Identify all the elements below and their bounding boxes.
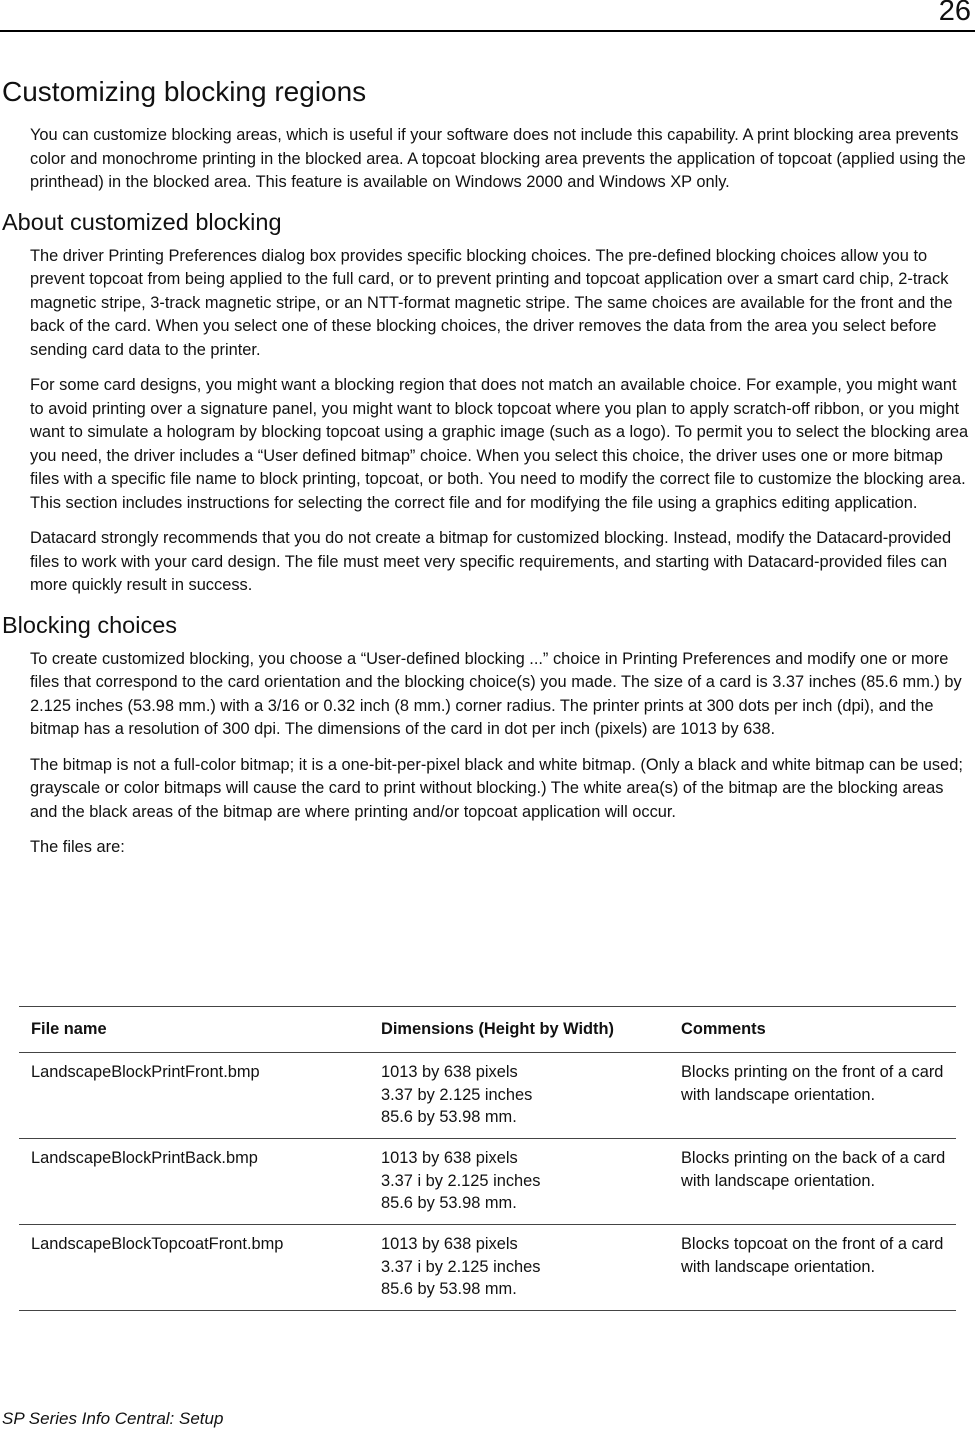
dimensions-cell xyxy=(369,1139,669,1225)
choices-paragraph-1: To create customized blocking, you choose a “User-defined blocking ...” choice in Printing Preferences and modify one or more files that correspond to the card orientation and the blocking choice(s) you made. The size of a card is 3.37 inches (85.6 mm.) by 2.125 inches (53.98 mm.) with a 3/16 or 0.32 inch (8 mm.) corner radius. The printer prints at 300 dots per inch (dpi), and the bitmap has a resolution of 300 dpi. The dimensions of the card in dot per inch (pixels) are 1013 by 638. xyxy=(30,649,962,738)
table-row xyxy=(19,1225,956,1311)
file-name-cell: LandscapeBlockPrintFront.bmp xyxy=(19,1053,369,1139)
dimension-inches: 3.37 i by 2.125 inches xyxy=(381,1171,541,1190)
footer-text: SP Series Info Central: Setup xyxy=(2,1409,224,1428)
table-header-row xyxy=(19,1007,956,1053)
header-file-name: File name xyxy=(19,1007,369,1053)
page-content xyxy=(0,74,975,872)
dimensions-cell xyxy=(369,1053,669,1139)
comment-cell: Blocks printing on the front of a card with landscape orientation. xyxy=(669,1053,956,1139)
page-number: 26 xyxy=(938,0,971,27)
about-heading: About customized blocking xyxy=(2,208,282,235)
table-row xyxy=(19,1053,956,1139)
comment-cell: Blocks printing on the back of a card with landscape orientation. xyxy=(669,1139,956,1225)
choices-heading: Blocking choices xyxy=(2,611,178,638)
page-title: Customizing blocking regions xyxy=(2,76,367,107)
dimension-pixels: 1013 by 638 pixels xyxy=(381,1235,518,1253)
dimension-mm: 85.6 by 53.98 mm. xyxy=(381,1280,517,1298)
header-comments: Comments xyxy=(669,1007,956,1053)
dimension-mm: 85.6 by 53.98 mm. xyxy=(381,1194,517,1212)
table-row xyxy=(19,1139,956,1225)
about-paragraph-2: For some card designs, you might want a blocking region that does not match an available choice. For example, you might want to avoid printing over a signature panel, you might want to block topcoat where you plan to apply scratch-off ribbon, or you might want to simulate a hologram by blocking topcoat using a graphic image (such as a logo). To permit you to select the blocking area you need, the driver includes a “User defined bitmap” choice. When you select this choice, the driver uses one or more bitmap files with a specific file name to block printing, topcoat, or both. You need to modify the correct file to customize the blocking area. This section includes instructions for selecting the correct file and for modifying the file using a graphics editing application. xyxy=(30,376,969,512)
dimension-pixels: 1013 by 638 pixels xyxy=(381,1149,518,1167)
dimension-inches: 3.37 i by 2.125 inches xyxy=(381,1257,541,1276)
about-paragraph-1: The driver Printing Preferences dialog box provides specific blocking choices. The pre-defined blocking choices allow you to prevent topcoat from being applied to the full card, or to prevent printing and topcoat application over a smart card chip, 2-track magnetic stripe, 3-track magnetic stripe, or an NTT-format magnetic stripe. The same choices are available for the front and the back of the card. When you select one of these blocking choices, the driver removes the data from the area you select before sending card data to the printer. xyxy=(30,246,953,359)
dimension-inches: 3.37 by 2.125 inches xyxy=(381,1085,533,1104)
about-paragraph-3: Datacard strongly recommends that you do not create a bitmap for customized blocking. Instead, modify the Datacard-provided files to work with your card design. The file must meet very specific requirements, and starting with Datacard-provided files can more quickly result in success. xyxy=(30,529,952,594)
choices-paragraph-3: The files are: xyxy=(30,838,125,856)
file-name-cell: LandscapeBlockPrintBack.bmp xyxy=(19,1139,369,1225)
intro-paragraph: You can customize blocking areas, which is useful if your software does not include this capability. A print blocking area prevents color and monochrome printing in the blocked area. A topcoat blocking area prevents the application of topcoat (applied using the printhead) in the blocked area. This feature is available on Windows 2000 and Windows XP only. xyxy=(30,126,966,191)
header-dimensions: Dimensions (Height by Width) xyxy=(369,1007,669,1053)
comment-cell: Blocks topcoat on the front of a card with landscape orientation. xyxy=(669,1225,956,1311)
dimension-mm: 85.6 by 53.98 mm. xyxy=(381,1108,517,1126)
choices-paragraph-2: The bitmap is not a full-color bitmap; it is a one-bit-per-pixel black and white bitmap. (Only a black and white bitmap can be used; grayscale or color bitmaps will cause the card to print without blocking.) The white area(s) of the bitmap are the blocking areas and the black areas of the bitmap are where printing and/or topcoat application will occur. xyxy=(30,755,963,821)
dimensions-cell xyxy=(369,1225,669,1311)
dimension-pixels: 1013 by 638 pixels xyxy=(381,1063,518,1081)
header-rule xyxy=(0,30,975,32)
files-table xyxy=(19,1006,956,1311)
file-name-cell: LandscapeBlockTopcoatFront.bmp xyxy=(19,1225,369,1311)
